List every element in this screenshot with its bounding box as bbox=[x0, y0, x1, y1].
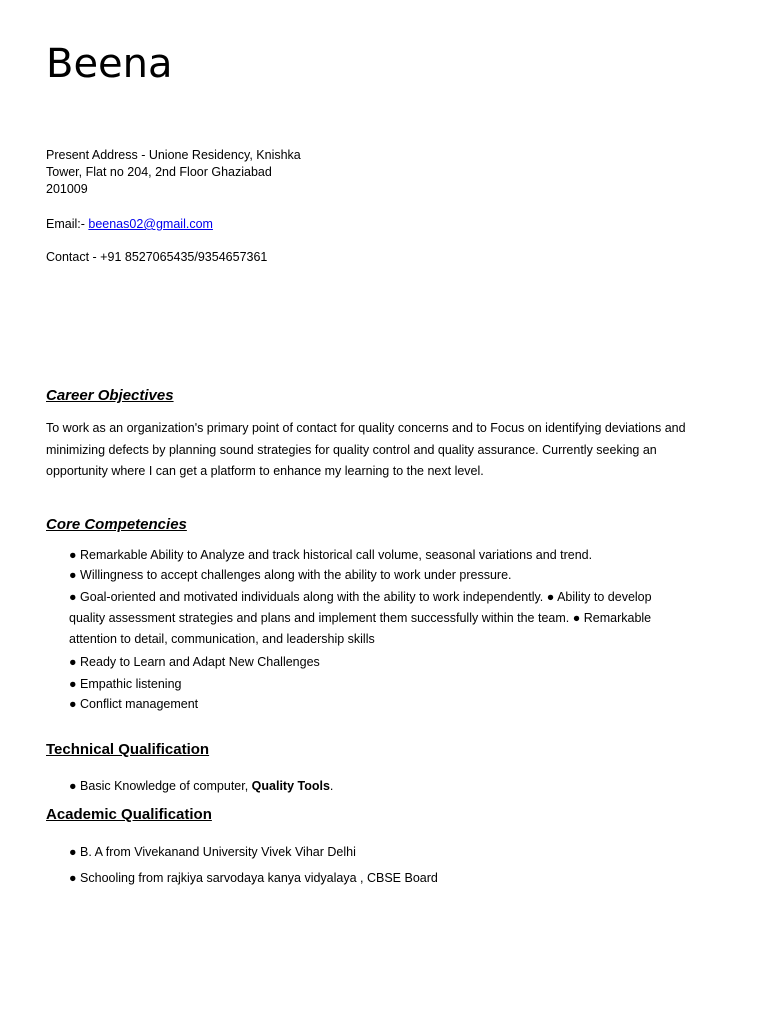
career-objectives-text bbox=[46, 418, 716, 483]
list-item: ● Willingness to accept challenges along with the ability to work under pressure. bbox=[69, 568, 512, 582]
paragraph-line: minimizing defects by planning sound strategies for quality control and quality assurance. Currently seeking an bbox=[46, 442, 657, 457]
paragraph-line: To work as an organization's primary point of contact for quality concerns and to Focus on identifying deviations and bbox=[46, 421, 686, 435]
list-item-continuation: attention to detail, communication, and leadership skills bbox=[69, 632, 375, 646]
address-line: 201009 bbox=[46, 182, 88, 196]
list-item: ● Schooling from rajkiya sarvodaya kanya vidyalaya , CBSE Board bbox=[69, 871, 438, 885]
candidate-name: Beena bbox=[46, 41, 173, 87]
email-line bbox=[46, 216, 213, 233]
core-competencies-heading: Core Competencies bbox=[46, 516, 187, 533]
list-item: ● Conflict management bbox=[69, 697, 198, 711]
list-item: ● Empathic listening bbox=[69, 677, 181, 691]
contact-line: Contact - +91 8527065435/9354657361 bbox=[46, 250, 268, 264]
list-item: ● Ready to Learn and Adapt New Challenges bbox=[69, 655, 320, 669]
list-item bbox=[69, 779, 333, 793]
list-item: ● B. A from Vivekanand University Vivek Vihar Delhi bbox=[69, 845, 356, 859]
list-item-text: Basic Knowledge of computer, bbox=[80, 779, 252, 793]
email-label: Email:- bbox=[46, 217, 89, 231]
address-line: Present Address - Unione Residency, Knishka bbox=[46, 148, 301, 162]
technical-qualification-heading: Technical Qualification bbox=[46, 741, 210, 758]
list-item: ● Remarkable Ability to Analyze and track historical call volume, seasonal variations and trend. bbox=[69, 548, 592, 562]
list-item-continuation: quality assessment strategies and plans and implement them successfully within the team. ● Remarkable bbox=[69, 611, 652, 625]
list-item-bold: Quality Tools bbox=[251, 779, 330, 793]
career-objectives-heading: Career Objectives bbox=[46, 387, 174, 404]
address-line: Tower, Flat no 204, 2nd Floor Ghaziabad bbox=[46, 165, 272, 179]
email-link[interactable]: beenas02@gmail.com bbox=[88, 217, 213, 231]
list-item-suffix: . bbox=[329, 779, 334, 793]
list-item: ● Goal-oriented and motivated individuals along with the ability to work independently. ● Ability to develop bbox=[69, 590, 652, 604]
paragraph-line: opportunity where I can get a platform to enhance my learning to the next level. bbox=[46, 464, 484, 478]
academic-qualification-heading: Academic Qualification bbox=[46, 806, 212, 823]
address-block bbox=[46, 147, 306, 198]
